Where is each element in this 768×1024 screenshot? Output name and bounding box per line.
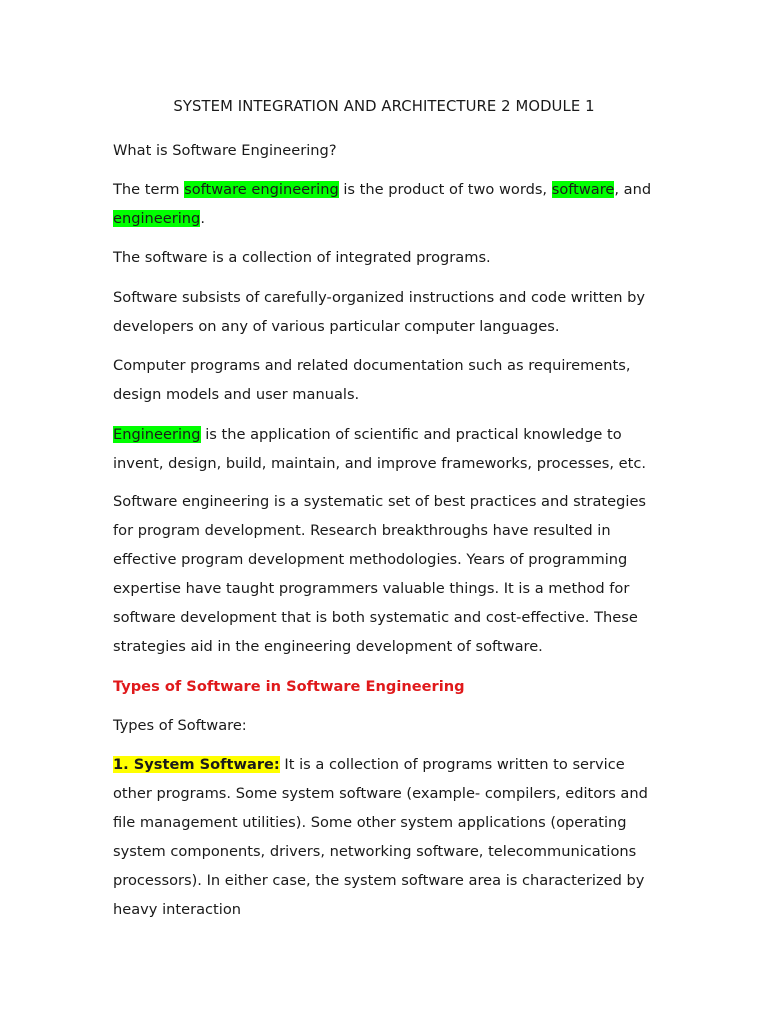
question-line: What is Software Engineering?	[113, 142, 337, 159]
system-software-label: 1. System Software:	[113, 756, 280, 773]
term-text-4: .	[200, 210, 205, 227]
term-text-1: The term	[113, 181, 185, 198]
computer-programs-paragraph: Computer programs and related documentation such as requirements, design models and user manuals.	[113, 357, 631, 403]
system-software-paragraph	[113, 750, 658, 924]
term-paragraph	[113, 175, 658, 233]
engineering-definition-text: is the application of scientific and practical knowledge to invent, design, build, maintain, and improve frameworks, processes, etc.	[113, 426, 646, 472]
term-text-3: , and	[614, 181, 652, 198]
software-subsists-paragraph: Software subsists of carefully-organized instructions and code written by developers on any of various particular computer languages.	[113, 289, 646, 335]
highlight-engineering: engineering	[113, 210, 201, 227]
engineering-definition	[113, 420, 658, 478]
document-title: SYSTEM INTEGRATION AND ARCHITECTURE 2 MODULE 1	[173, 98, 595, 115]
software-definition: The software is a collection of integrated programs.	[113, 249, 491, 266]
software-engineering-paragraph: Software engineering is a systematic set of best practices and strategies for program development. Research breakthroughs have resulted in effective program development methodologies. Years of programming expertise have taught programmers valuable things. It is a method for software development that is both systematic and cost-effective. These strategies aid in the engineering development of software.	[113, 493, 647, 655]
highlight-engineering-term: Engineering	[113, 426, 201, 443]
system-software-text: It is a collection of programs written to service other programs. Some system software (example- compilers, editors and file management utilities). Some other system applications (operating system components, drivers, networking software, telecommunications processors). In either case, the system software area is characterized by heavy interaction	[113, 756, 648, 918]
types-heading: Types of Software in Software Engineering	[113, 678, 465, 695]
term-text-2: is the product of two words,	[338, 181, 552, 198]
highlight-software: software	[551, 181, 615, 198]
types-intro: Types of Software:	[113, 717, 247, 734]
highlight-software-engineering: software engineering	[184, 181, 339, 198]
